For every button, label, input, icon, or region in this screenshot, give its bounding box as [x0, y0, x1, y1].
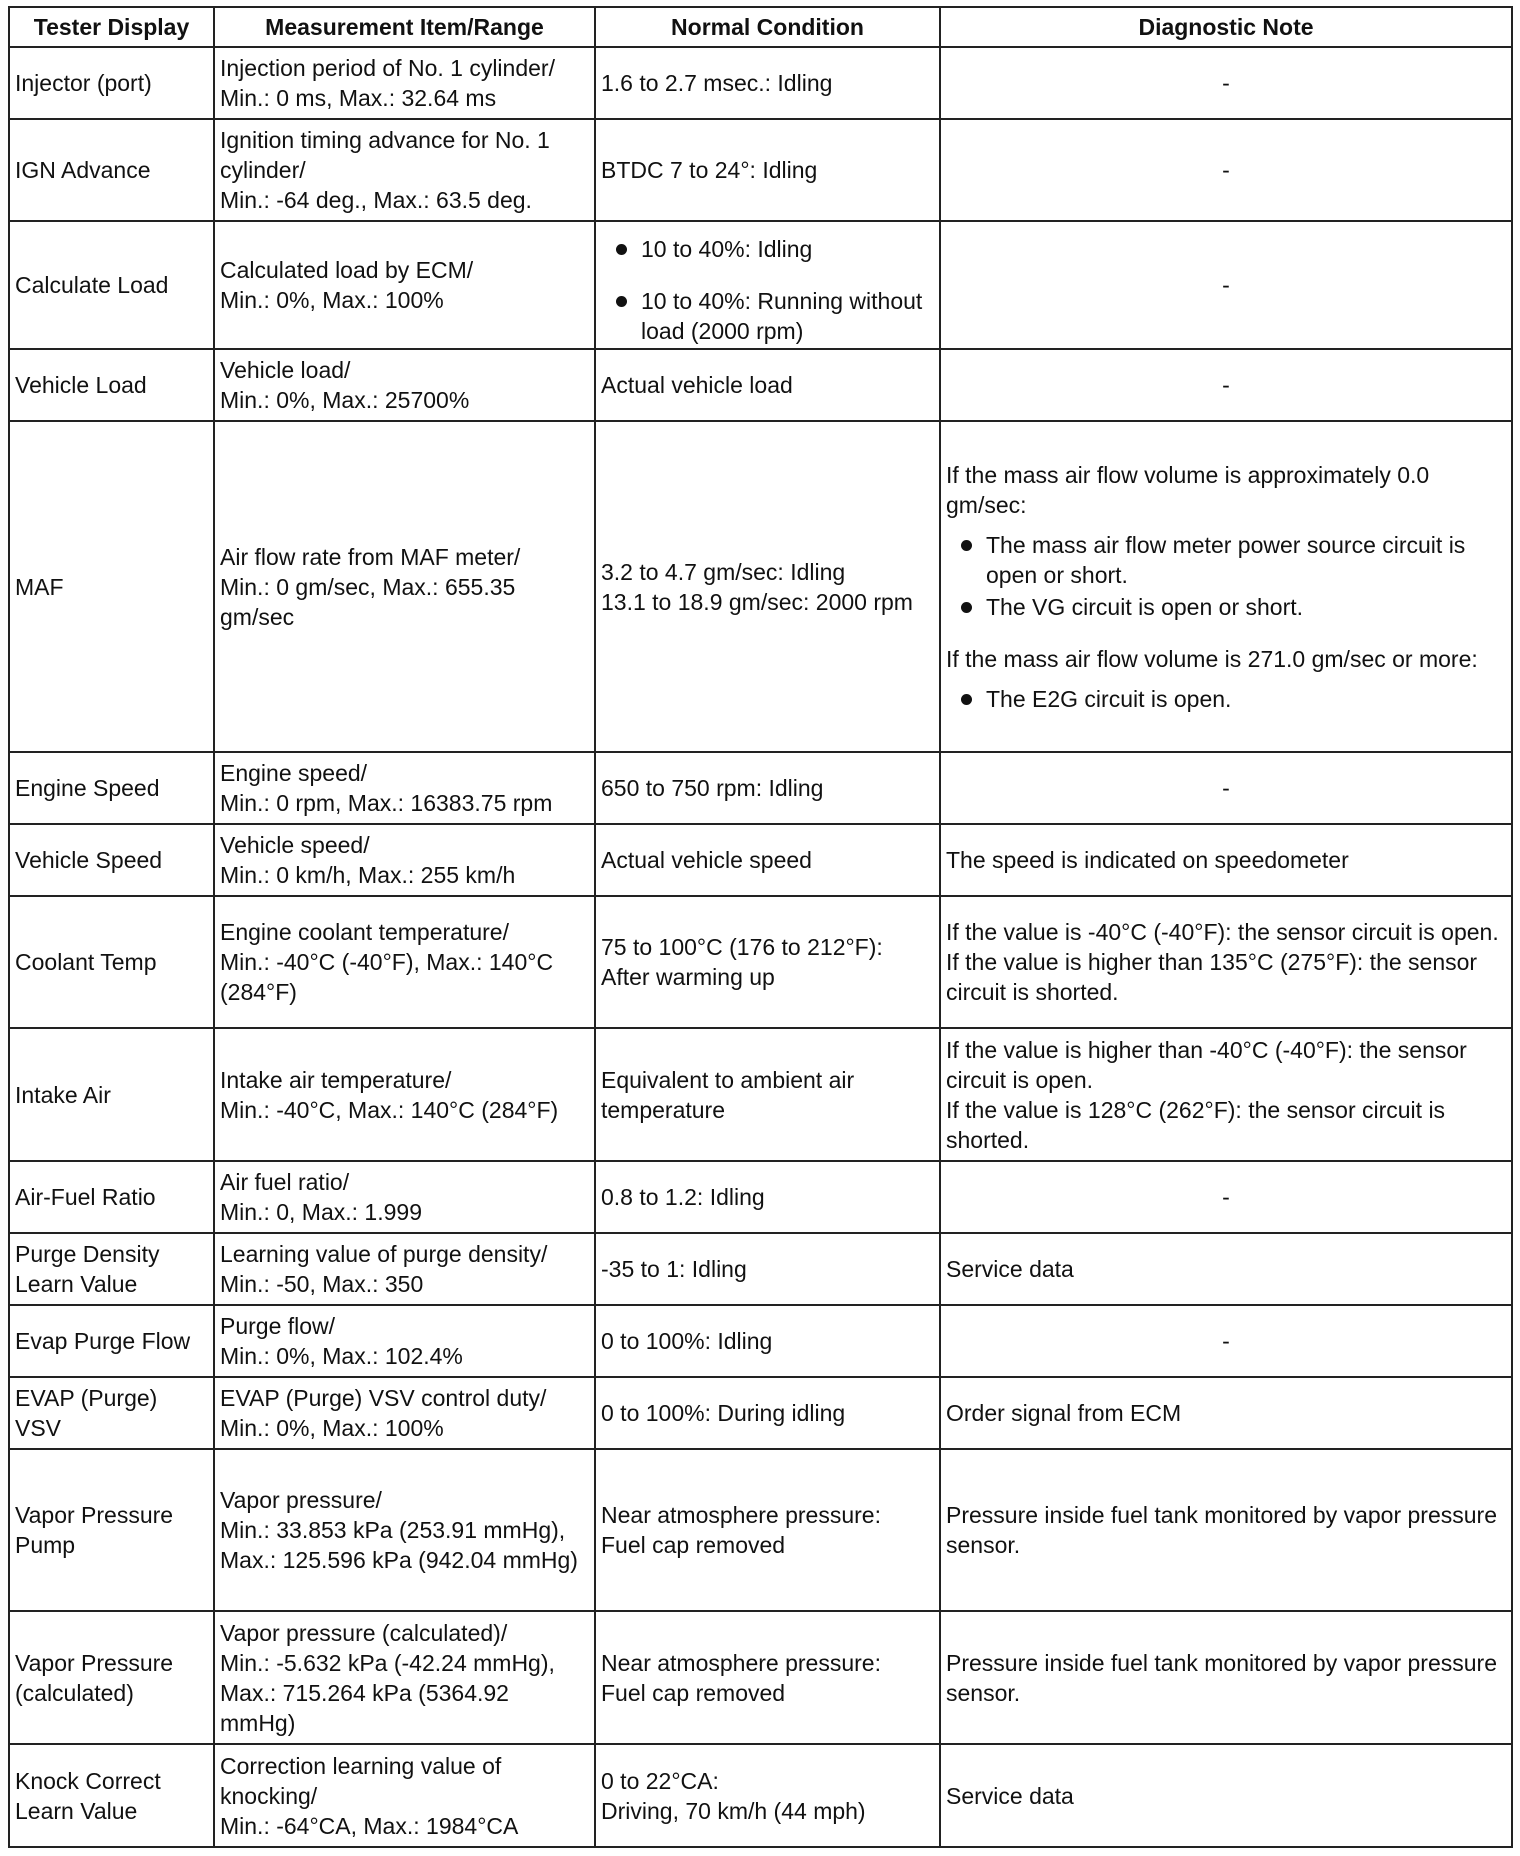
note-bullet-item: The E2G circuit is open.: [946, 684, 1506, 714]
table-row: [9, 752, 1512, 824]
tester-display-cell: Vapor Pressure Pump: [9, 1449, 214, 1611]
tester-display-cell: Evap Purge Flow: [9, 1305, 214, 1377]
table-row: [9, 1028, 1512, 1161]
condition-cell: Equivalent to ambient air temperature: [595, 1028, 940, 1161]
note-bullet-item: The VG circuit is open or short.: [946, 592, 1506, 622]
table-row: [9, 1305, 1512, 1377]
measurement-cell: Air flow rate from MAF meter/ Min.: 0 gm/sec, Max.: 655.35 gm/sec: [214, 421, 595, 752]
measurement-cell: EVAP (Purge) VSV control duty/ Min.: 0%, Max.: 100%: [214, 1377, 595, 1449]
tester-display-cell: Knock Correct Learn Value: [9, 1744, 214, 1847]
tester-display-cell: Vehicle Load: [9, 349, 214, 421]
condition-cell: Near atmosphere pressure: Fuel cap removed: [595, 1449, 940, 1611]
table-row: [9, 1744, 1512, 1847]
table-row: [9, 1449, 1512, 1611]
table-row: [9, 1161, 1512, 1233]
note-cell: Order signal from ECM: [940, 1377, 1512, 1449]
header-tester-display: Tester Display: [9, 7, 214, 47]
tester-display-cell: Coolant Temp: [9, 896, 214, 1028]
condition-cell: Actual vehicle load: [595, 349, 940, 421]
header-normal-condition: Normal Condition: [595, 7, 940, 47]
condition-cell: 0 to 100%: During idling: [595, 1377, 940, 1449]
header-row: [9, 7, 1512, 47]
measurement-cell: Vehicle speed/ Min.: 0 km/h, Max.: 255 km/h: [214, 824, 595, 896]
table-row: [9, 896, 1512, 1028]
note-cell: Service data: [940, 1744, 1512, 1847]
condition-cell: -35 to 1: Idling: [595, 1233, 940, 1305]
note-cell: Service data: [940, 1233, 1512, 1305]
table-body: [9, 47, 1512, 1847]
tester-display-cell: Intake Air: [9, 1028, 214, 1161]
measurement-cell: Engine speed/ Min.: 0 rpm, Max.: 16383.75 rpm: [214, 752, 595, 824]
condition-cell: 1.6 to 2.7 msec.: Idling: [595, 47, 940, 119]
note-cell: -: [940, 349, 1512, 421]
condition-cell: 0 to 100%: Idling: [595, 1305, 940, 1377]
condition-bullet-item: 10 to 40%: Running without load (2000 rpm): [601, 286, 934, 346]
tester-display-cell: MAF: [9, 421, 214, 752]
condition-cell: 3.2 to 4.7 gm/sec: Idling 13.1 to 18.9 gm/sec: 2000 rpm: [595, 421, 940, 752]
table-row: [9, 119, 1512, 221]
tester-data-table: [8, 6, 1513, 1848]
header-measurement-item: Measurement Item/Range: [214, 7, 595, 47]
table-row: [9, 349, 1512, 421]
table-row: [9, 1377, 1512, 1449]
condition-cell: 650 to 750 rpm: Idling: [595, 752, 940, 824]
note-cell: If the value is higher than -40°C (-40°F): the sensor circuit is open. If the value is 128°C (262°F): the sensor circuit is shorted.: [940, 1028, 1512, 1161]
condition-cell: [595, 221, 940, 349]
note-bullet-list: [946, 530, 1506, 622]
note-cell: If the value is -40°C (-40°F): the sensor circuit is open. If the value is higher than 135°C (275°F): the sensor circuit is shorted.: [940, 896, 1512, 1028]
note-cell: -: [940, 119, 1512, 221]
condition-cell: 0 to 22°CA: Driving, 70 km/h (44 mph): [595, 1744, 940, 1847]
measurement-cell: Injection period of No. 1 cylinder/ Min.: 0 ms, Max.: 32.64 ms: [214, 47, 595, 119]
table-row: [9, 421, 1512, 752]
condition-cell: 75 to 100°C (176 to 212°F): After warming up: [595, 896, 940, 1028]
note-bullet-item: The mass air flow meter power source circuit is open or short.: [946, 530, 1506, 590]
tester-display-cell: EVAP (Purge) VSV: [9, 1377, 214, 1449]
condition-bullet-item: 10 to 40%: Idling: [601, 234, 934, 264]
table-row: [9, 1611, 1512, 1744]
note-cell: -: [940, 221, 1512, 349]
table-row: [9, 221, 1512, 349]
table-row: [9, 824, 1512, 896]
tester-display-cell: Calculate Load: [9, 221, 214, 349]
tester-display-cell: Vapor Pressure (calculated): [9, 1611, 214, 1744]
tester-display-cell: Injector (port): [9, 47, 214, 119]
measurement-cell: Purge flow/ Min.: 0%, Max.: 102.4%: [214, 1305, 595, 1377]
measurement-cell: Engine coolant temperature/ Min.: -40°C (-40°F), Max.: 140°C (284°F): [214, 896, 595, 1028]
note-cell: [940, 421, 1512, 752]
condition-cell: Actual vehicle speed: [595, 824, 940, 896]
table-row: [9, 1233, 1512, 1305]
condition-cell: Near atmosphere pressure: Fuel cap removed: [595, 1611, 940, 1744]
note-paragraph: If the mass air flow volume is approximately 0.0 gm/sec:: [946, 461, 1430, 518]
note-cell: -: [940, 1161, 1512, 1233]
measurement-cell: Intake air temperature/ Min.: -40°C, Max.: 140°C (284°F): [214, 1028, 595, 1161]
measurement-cell: Calculated load by ECM/ Min.: 0%, Max.: 100%: [214, 221, 595, 349]
condition-cell: BTDC 7 to 24°: Idling: [595, 119, 940, 221]
note-paragraph: If the mass air flow volume is 271.0 gm/sec or more:: [946, 645, 1478, 672]
measurement-cell: Ignition timing advance for No. 1 cylinder/ Min.: -64 deg., Max.: 63.5 deg.: [214, 119, 595, 221]
header-diagnostic-note: Diagnostic Note: [940, 7, 1512, 47]
tester-display-cell: Air-Fuel Ratio: [9, 1161, 214, 1233]
note-cell: Pressure inside fuel tank monitored by vapor pressure sensor.: [940, 1611, 1512, 1744]
note-bullet-list: [946, 684, 1506, 714]
table-row: [9, 47, 1512, 119]
measurement-cell: Air fuel ratio/ Min.: 0, Max.: 1.999: [214, 1161, 595, 1233]
note-cell: The speed is indicated on speedometer: [940, 824, 1512, 896]
note-cell: -: [940, 752, 1512, 824]
condition-bullet-list: [601, 234, 934, 346]
note-cell: -: [940, 1305, 1512, 1377]
measurement-cell: Vehicle load/ Min.: 0%, Max.: 25700%: [214, 349, 595, 421]
condition-cell: 0.8 to 1.2: Idling: [595, 1161, 940, 1233]
measurement-cell: Learning value of purge density/ Min.: -50, Max.: 350: [214, 1233, 595, 1305]
measurement-cell: Correction learning value of knocking/ Min.: -64°CA, Max.: 1984°CA: [214, 1744, 595, 1847]
measurement-cell: Vapor pressure (calculated)/ Min.: -5.632 kPa (-42.24 mmHg), Max.: 715.264 kPa (5364.92 mmHg): [214, 1611, 595, 1744]
note-cell: Pressure inside fuel tank monitored by vapor pressure sensor.: [940, 1449, 1512, 1611]
note-cell: -: [940, 47, 1512, 119]
tester-display-cell: Engine Speed: [9, 752, 214, 824]
tester-display-cell: Vehicle Speed: [9, 824, 214, 896]
tester-display-cell: Purge Density Learn Value: [9, 1233, 214, 1305]
tester-display-cell: IGN Advance: [9, 119, 214, 221]
measurement-cell: Vapor pressure/ Min.: 33.853 kPa (253.91 mmHg), Max.: 125.596 kPa (942.04 mmHg): [214, 1449, 595, 1611]
table-header: [9, 7, 1512, 47]
